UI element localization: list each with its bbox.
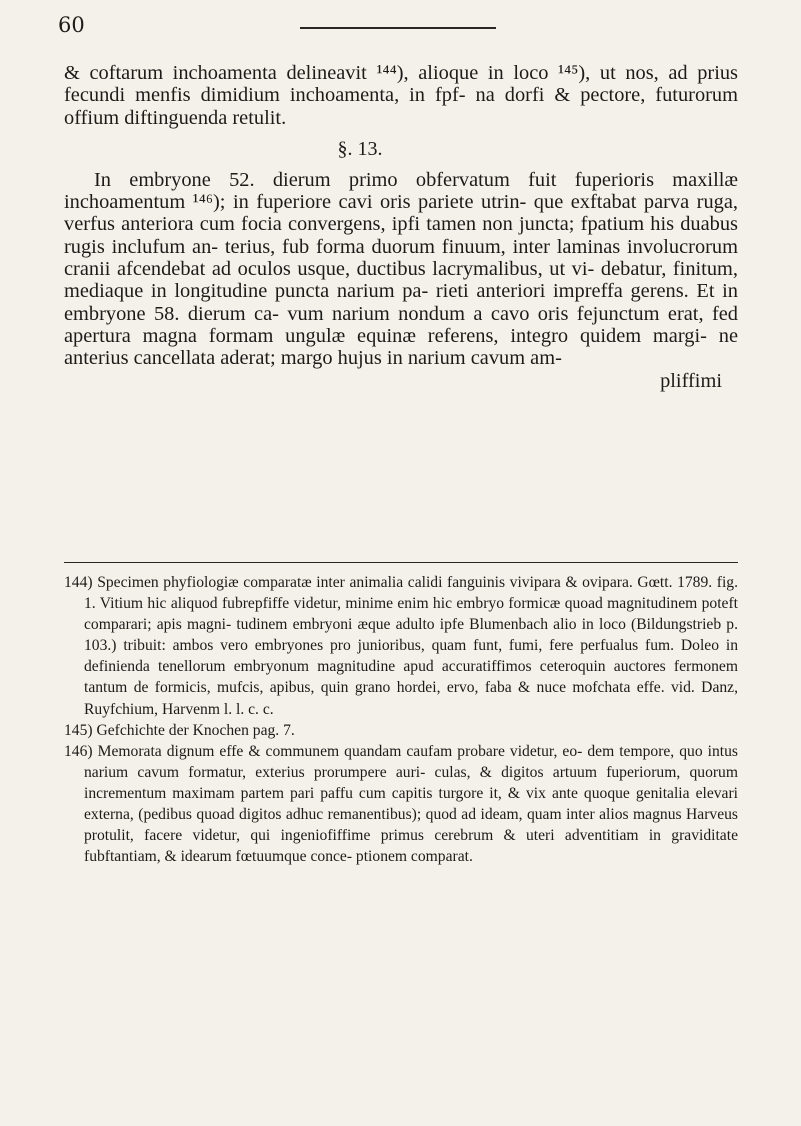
paragraph: In embryone 52. dierum primo obfervatum fuit fuperioris maxillæ inchoamentum ¹⁴⁶); in fuperiore cavi oris pariete utrin- que exftabat parva ruga, verfus anteriora cum focia convergens, ipfi tamen non juncta; fpatium his duabus rugis inclufum an- terius, fub forma duorum finuum, inter laminas involucrorum cranii afcendebat ad oculos usque, ductibus lacrymalibus, ut vi- debatur, finitum, mediaque in longitudine puncta narium pa- rieti anteriori impreffa gerens. Et in embryone 58. dierum ca- vum narium nondum a cavo oris fejunctum erat, fed apertura magna formam ungulæ equinæ referens, integro quidem margi- ne anterius cancellata aderat; margo hujus in narium cavum am-: [64, 168, 738, 370]
header-rule: [300, 27, 496, 29]
page-number: 60: [58, 13, 85, 37]
footnotes: [64, 572, 738, 867]
section-heading: §. 13.: [337, 138, 383, 160]
footnote: 145) Gefchichte der Knochen pag. 7.: [64, 721, 295, 739]
footnote-rule: [64, 562, 738, 563]
footnote: 146) Memorata dignum effe & communem quandam caufam probare videtur, eo- dem tempore, quo intus narium cavum formatur, exterius prorumpere auri- culas, & digitos artuum fuperiorum, quorum incrementum maximam partem pari paffu cum capitis turgore it, & vix ante quoque genitalia elevari externa, (pedibus quoad digitos adhuc remanentibus); quod ad ideam, quam inter alios magnus Harveus protulit, facere videtur, qui ingeniofiffime primus cerebrum & uteri adventitiam in graviditate fubftantiam, & idearum fœtuumque conce- ptionem comparat.: [64, 742, 738, 866]
catchword: pliffimi: [660, 369, 722, 392]
main-text: [64, 62, 738, 392]
paragraph: & coftarum inchoamenta delineavit ¹⁴⁴), alioque in loco ¹⁴⁵), ut nos, ad prius fecundi menfis dimidium inchoamenta, in fpf- na dorfi & pectore, futurorum offium diftinguenda retulit.: [64, 62, 738, 129]
footnote: 144) Specimen phyfiologiæ comparatæ inter animalia calidi fanguinis vivipara & ovipara. Gœtt. 1789. fig. 1. Vitium hic aliquod fubrepfiffe videtur, minime enim hic embryo formicæ quoad magnitudinem poteft comparari; apis magni- tudinem embryoni æque adulto ipfe Blumenbach alio in loco (Bildungstrieb p. 103.) tribuit: ambos vero embryones pro junioribus, quam funt, fumi, fere perfualus fum. Doleo in definienda tenellorum embryonum magnitudine apud accuratiffimos ceteroquin auctores fermonem tantum de formicis, mufcis, apibus, quin grano hordei, ervo, faba & nuce mofchata effe. vid. Danz, Ruyfchium, Harvenm l. l. c. c.: [64, 574, 738, 718]
